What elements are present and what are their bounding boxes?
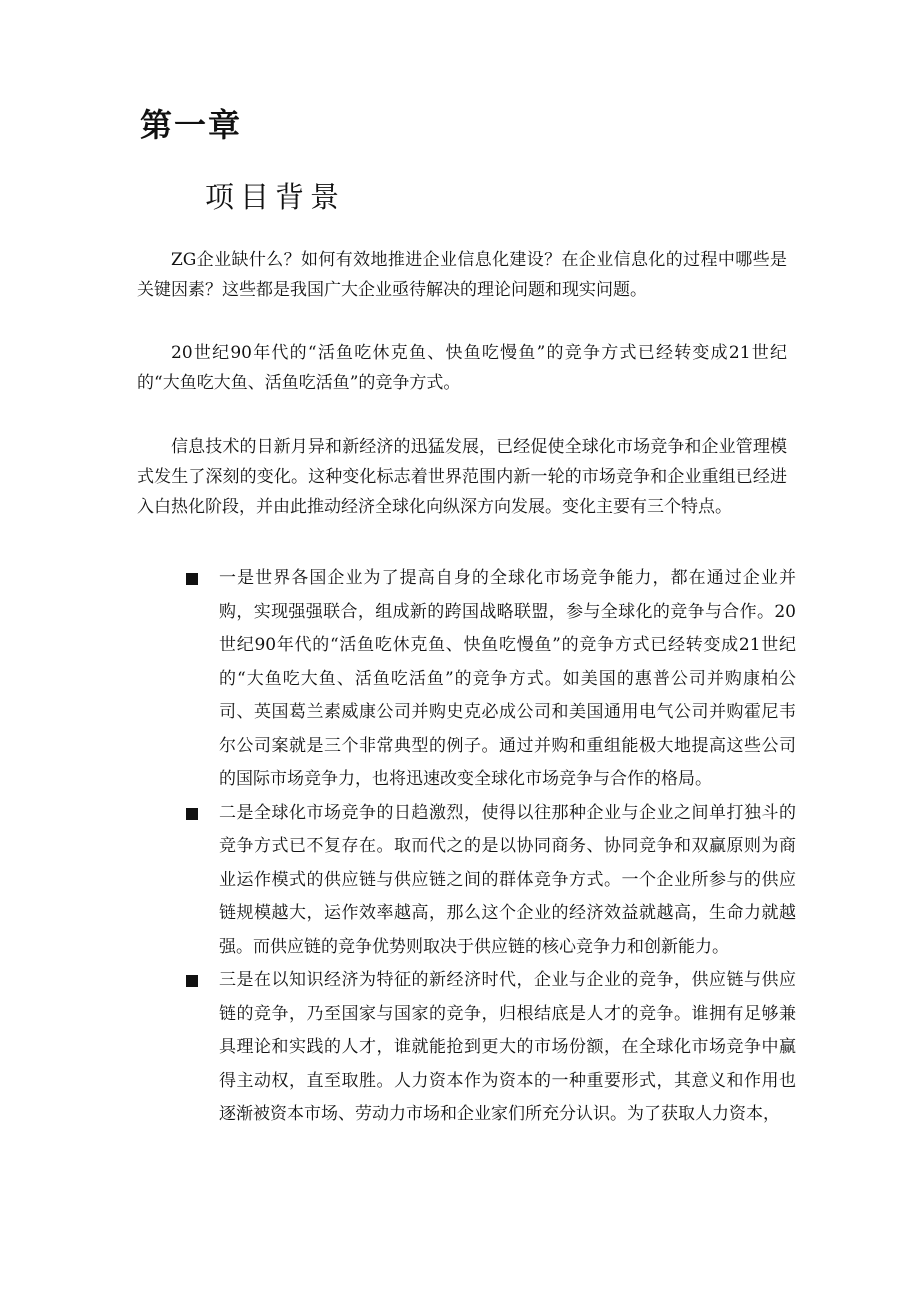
square-bullet-icon (186, 573, 198, 585)
bullet-text: 一是世界各国企业为了提高自身的全球化市场竞争能力，都在通过企业并购，实现强强联合，组成新的跨国战略联盟，参与全球化的竞争与合作。20世纪90年代的“活鱼吃休克鱼、快鱼吃慢鱼”的竞争方式已经转变成21世纪的“大鱼吃大鱼、活鱼吃活鱼”的竞争方式。如美国的惠普公司并购康柏公司、英国葛兰素威康公司并购史克必成公司和美国通用电气公司并购霍尼韦尔公司案就是三个非常典型的例子。通过并购和重组能极大地提高这些公司的国际市场竞争力，也将迅速改变全球化市场竞争与合作的格局。 (219, 568, 796, 789)
paragraph-3: 信息技术的日新月异和新经济的迅猛发展，已经促使全球化市场竞争和企业管理模式发生了深刻的变化。这种变化标志着世界范围内新一轮的市场竞争和企业重组已经进入白热化阶段，并由此推动经济全球化向纵深方向发展。变化主要有三个特点。 (137, 437, 787, 517)
section-heading: 项目背景 (205, 180, 346, 214)
square-bullet-icon (186, 975, 198, 987)
paragraph-1: ZG企业缺什么？如何有效地推进企业信息化建设？在企业信息化的过程中哪些是关键因素？这些都是我国广大企业亟待解决的理论问题和现实问题。 (137, 250, 787, 300)
bullet-item-1 (186, 562, 796, 797)
chapter-heading: 第一章 (140, 106, 243, 144)
paragraph-2: 20世纪90年代的“活鱼吃休克鱼、快鱼吃慢鱼”的竞争方式已经转变成21世纪的“大鱼吃大鱼、活鱼吃活鱼”的竞争方式。 (137, 343, 787, 393)
bullet-text: 二是全球化市场竞争的日趋激烈，使得以往那种企业与企业之间单打独斗的竞争方式已不复存在。取而代之的是以协同商务、协同竞争和双赢原则为商业运作模式的供应链与供应链之间的群体竞争方式。一个企业所参与的供应链规模越大，运作效率越高，那么这个企业的经济效益就越高，生命力就越强。而供应链的竞争优势则取决于供应链的核心竞争力和创新能力。 (219, 802, 796, 957)
bullet-text: 三是在以知识经济为特征的新经济时代，企业与企业的竞争，供应链与供应链的竞争，乃至国家与国家的竞争，归根结底是人才的竞争。谁拥有足够兼具理论和实践的人才，谁就能抢到更大的市场份额，在全球化市场竞争中赢得主动权，直至取胜。人力资本作为资本的一种重要形式，其意义和作用也逐渐被资本市场、劳动力市场和企业家们所充分认识。为了获取人力资本， (219, 970, 796, 1124)
bullet-list (186, 562, 796, 1132)
bullet-item-3 (186, 964, 796, 1132)
square-bullet-icon (186, 808, 198, 820)
bullet-item-2 (186, 797, 796, 965)
